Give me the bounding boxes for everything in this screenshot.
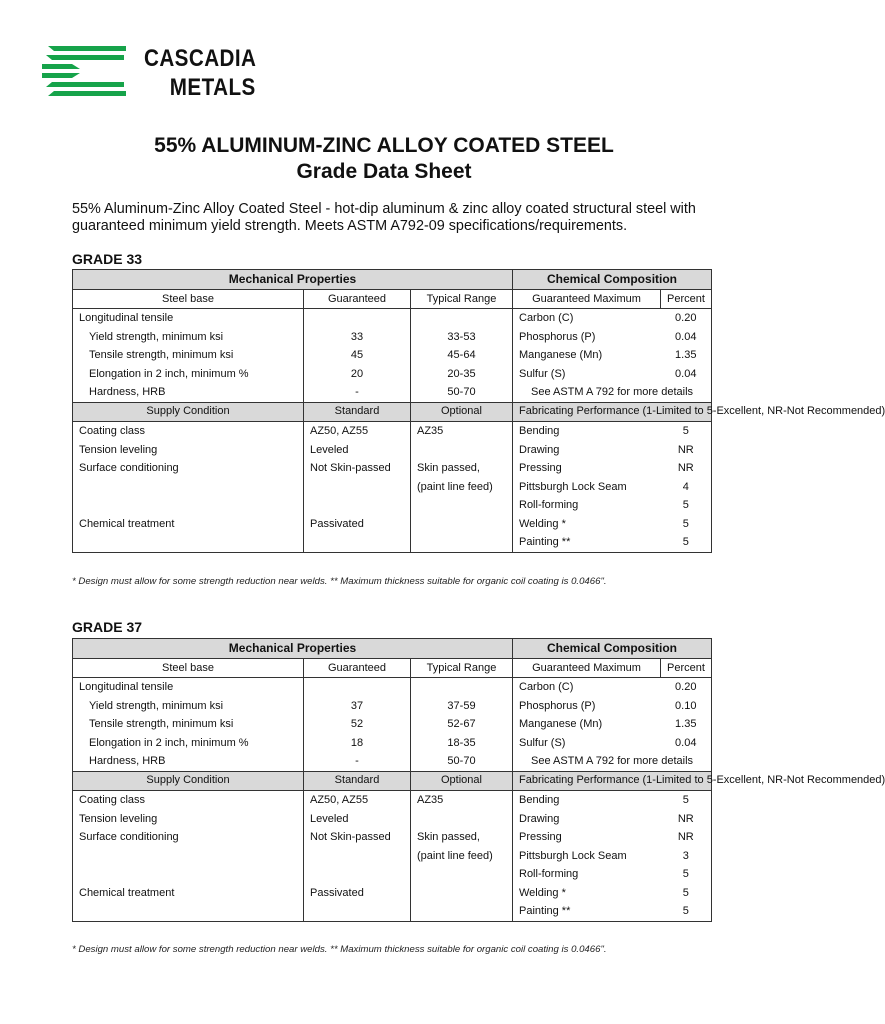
guaranteed-max-header: Guaranteed Maximum — [513, 289, 661, 309]
rollforming-value: 5 — [661, 496, 712, 515]
tension-leveling-standard: Leveled — [304, 441, 411, 460]
optional-header: Optional — [411, 402, 513, 422]
chemical-composition-header: Chemical Composition — [513, 270, 712, 290]
phosphorus-value: 0.10 — [661, 697, 712, 716]
elongation-guaranteed: 18 — [304, 734, 411, 753]
surface-conditioning-label: Surface conditioning — [73, 459, 304, 478]
tensile-guaranteed: 45 — [304, 346, 411, 365]
sulfur-value: 0.04 — [661, 365, 712, 384]
phosphorus-value: 0.04 — [661, 328, 712, 347]
elongation-range: 18-35 — [411, 734, 513, 753]
bending-label: Bending — [519, 794, 560, 807]
surface-optional-note: (paint line feed) — [411, 478, 513, 497]
hardness-guaranteed: - — [304, 752, 411, 771]
steel-base-header: Steel base — [73, 658, 304, 678]
grade-table — [72, 638, 885, 922]
manganese-value: 1.35 — [661, 346, 712, 365]
yield-range: 33-53 — [411, 328, 513, 347]
fabricating-performance-header: Fabricating Performance (1-Limited to 5-Excellent, NR-Not Recommended) — [513, 402, 712, 422]
sulfur-label: Sulfur (S) — [519, 736, 566, 749]
welding-value: 5 — [661, 884, 712, 903]
rollforming-label: Roll-forming — [519, 868, 579, 881]
hardness-label: Hardness, HRB — [73, 752, 304, 771]
supply-condition-header: Supply Condition — [73, 771, 304, 791]
tensile-label: Tensile strength, minimum ksi — [73, 346, 304, 365]
coating-class-label: Coating class — [73, 422, 304, 441]
chemical-treatment-standard: Passivated — [304, 515, 411, 534]
coating-standard: AZ50, AZ55 — [304, 791, 411, 810]
chemical-treatment-label: Chemical treatment — [73, 515, 304, 534]
guaranteed-header: Guaranteed — [304, 289, 411, 309]
carbon-value: 0.20 — [661, 309, 712, 328]
pittsburgh-value: 3 — [661, 847, 712, 866]
longitudinal-label: Longitudinal tensile — [73, 678, 304, 697]
guaranteed-header: Guaranteed — [304, 658, 411, 678]
phosphorus-label: Phosphorus (P) — [519, 330, 596, 343]
brand-line-2: METALS — [169, 74, 256, 101]
chemical-treatment-standard: Passivated — [304, 884, 411, 903]
standard-header: Standard — [304, 402, 411, 422]
tensile-guaranteed: 52 — [304, 715, 411, 734]
drawing-label: Drawing — [519, 443, 560, 456]
tension-leveling-label: Tension leveling — [73, 441, 304, 460]
bending-label: Bending — [519, 425, 560, 438]
elongation-range: 20-35 — [411, 365, 513, 384]
longitudinal-label: Longitudinal tensile — [73, 309, 304, 328]
manganese-label: Manganese (Mn) — [519, 718, 603, 731]
carbon-label: Carbon (C) — [519, 312, 574, 325]
rollforming-value: 5 — [661, 865, 712, 884]
carbon-label: Carbon (C) — [519, 681, 574, 694]
coating-standard: AZ50, AZ55 — [304, 422, 411, 441]
mechanical-properties-header: Mechanical Properties — [73, 639, 513, 659]
yield-label: Yield strength, minimum ksi — [73, 328, 304, 347]
painting-label: Painting ** — [513, 533, 661, 552]
tensile-range: 45-64 — [411, 346, 513, 365]
tension-leveling-standard: Leveled — [304, 810, 411, 829]
tension-leveling-label: Tension leveling — [73, 810, 304, 829]
logo-mark-icon — [42, 44, 134, 98]
yield-guaranteed: 37 — [304, 697, 411, 716]
surface-standard: Not Skin-passed — [304, 828, 411, 847]
tensile-label: Tensile strength, minimum ksi — [73, 715, 304, 734]
tensile-range: 52-67 — [411, 715, 513, 734]
hardness-range: 50-70 — [411, 383, 513, 402]
intro-paragraph: 55% Aluminum-Zinc Alloy Coated Steel - hot-dip aluminum & zinc alloy coated structural steel with guaranteed minimum yield strength. Meets ASTM A792-09 specifications/requirements. — [72, 201, 696, 234]
elongation-label: Elongation in 2 inch, minimum % — [73, 734, 304, 753]
page-subtitle: Grade Data Sheet — [296, 160, 472, 183]
welding-label: Welding * — [519, 517, 566, 530]
rollforming-label: Roll-forming — [519, 499, 579, 512]
pressing-label: Pressing — [519, 462, 562, 475]
pittsburgh-label: Pittsburgh Lock Seam — [519, 480, 627, 493]
coating-optional: AZ35 — [411, 791, 513, 810]
yield-range: 37-59 — [411, 697, 513, 716]
drawing-value: NR — [661, 441, 712, 460]
surface-optional: Skin passed, — [411, 828, 513, 847]
supply-condition-header: Supply Condition — [73, 402, 304, 422]
footnote: * Design must allow for some strength reduction near welds. ** Maximum thickness suitable for organic coil coating is 0.0466". — [72, 576, 607, 587]
sulfur-value: 0.04 — [661, 734, 712, 753]
grade-table — [72, 269, 885, 553]
pressing-label: Pressing — [519, 831, 562, 844]
sulfur-label: Sulfur (S) — [519, 367, 566, 380]
painting-value: 5 — [661, 902, 712, 921]
bending-value: 5 — [661, 791, 712, 810]
steel-base-header: Steel base — [73, 289, 304, 309]
pressing-value: NR — [661, 828, 712, 847]
hardness-range: 50-70 — [411, 752, 513, 771]
surface-optional: Skin passed, — [411, 459, 513, 478]
pittsburgh-value: 4 — [661, 478, 712, 497]
pressing-value: NR — [661, 459, 712, 478]
fabricating-performance-header: Fabricating Performance (1-Limited to 5-Excellent, NR-Not Recommended) — [513, 771, 712, 791]
painting-value: 5 — [661, 533, 712, 552]
chemical-composition-header: Chemical Composition — [513, 639, 712, 659]
percent-header: Percent — [661, 658, 712, 678]
typical-range-header: Typical Range — [411, 289, 513, 309]
surface-conditioning-label: Surface conditioning — [73, 828, 304, 847]
surface-standard: Not Skin-passed — [304, 459, 411, 478]
yield-label: Yield strength, minimum ksi — [73, 697, 304, 716]
coating-class-label: Coating class — [73, 791, 304, 810]
mechanical-properties-header: Mechanical Properties — [73, 270, 513, 290]
painting-label: Painting ** — [513, 902, 661, 921]
welding-value: 5 — [661, 515, 712, 534]
welding-label: Welding * — [519, 886, 566, 899]
standard-header: Standard — [304, 771, 411, 791]
drawing-value: NR — [661, 810, 712, 829]
pittsburgh-label: Pittsburgh Lock Seam — [519, 849, 627, 862]
drawing-label: Drawing — [519, 812, 560, 825]
hardness-guaranteed: - — [304, 383, 411, 402]
yield-guaranteed: 33 — [304, 328, 411, 347]
astm-note: See ASTM A 792 for more details — [513, 383, 712, 402]
footnote: * Design must allow for some strength reduction near welds. ** Maximum thickness suitable for organic coil coating is 0.0466". — [72, 944, 607, 955]
cascadia-metals-logo — [42, 44, 257, 102]
page-title: 55% ALUMINUM-ZINC ALLOY COATED STEEL — [154, 134, 614, 157]
carbon-value: 0.20 — [661, 678, 712, 697]
elongation-label: Elongation in 2 inch, minimum % — [73, 365, 304, 384]
brand-line-1: CASCADIA — [144, 45, 257, 72]
elongation-guaranteed: 20 — [304, 365, 411, 384]
hardness-label: Hardness, HRB — [73, 383, 304, 402]
surface-optional-note: (paint line feed) — [411, 847, 513, 866]
brand-name — [144, 44, 256, 102]
grade-label: GRADE 37 — [72, 619, 143, 635]
percent-header: Percent — [661, 289, 712, 309]
bending-value: 5 — [661, 422, 712, 441]
manganese-label: Manganese (Mn) — [519, 349, 603, 362]
manganese-value: 1.35 — [661, 715, 712, 734]
phosphorus-label: Phosphorus (P) — [519, 699, 596, 712]
guaranteed-max-header: Guaranteed Maximum — [513, 658, 661, 678]
astm-note: See ASTM A 792 for more details — [513, 752, 712, 771]
grade-label: GRADE 33 — [72, 251, 143, 267]
coating-optional: AZ35 — [411, 422, 513, 441]
chemical-treatment-label: Chemical treatment — [73, 884, 304, 903]
optional-header: Optional — [411, 771, 513, 791]
typical-range-header: Typical Range — [411, 658, 513, 678]
